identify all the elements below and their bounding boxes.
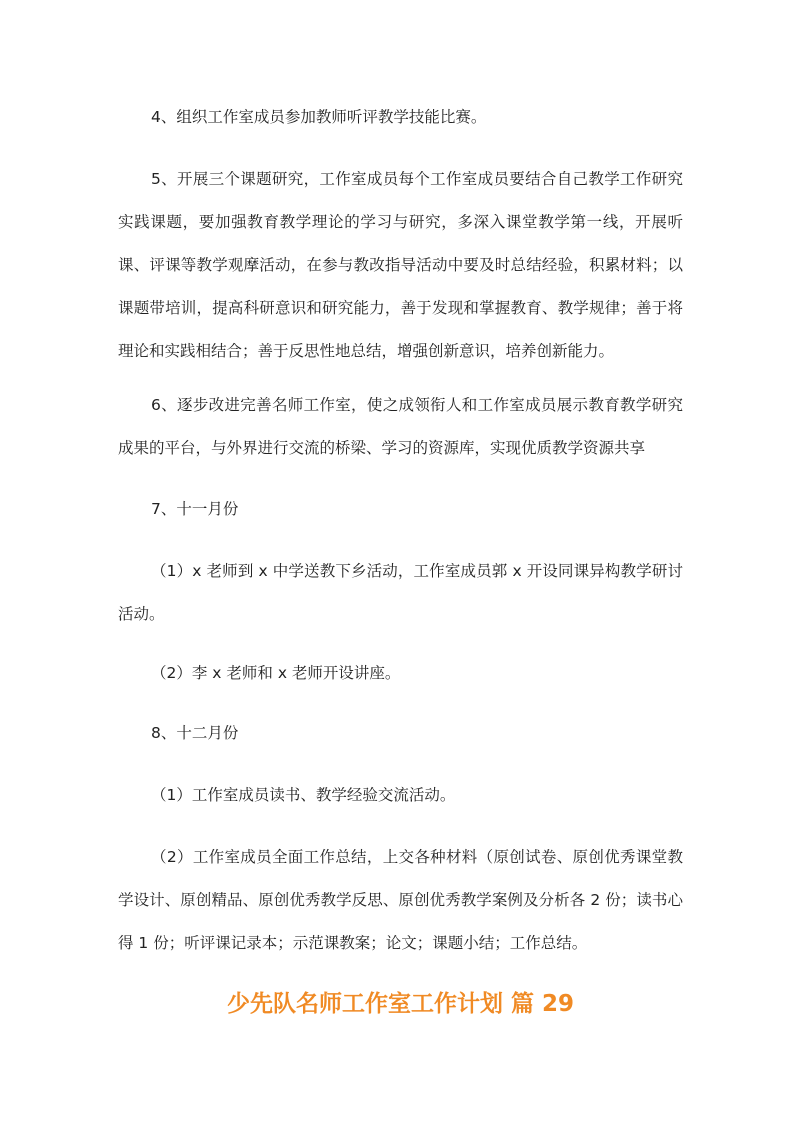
section-title: 少先队名师工作室工作计划 篇 29	[226, 991, 575, 1017]
paragraph-november-1: （1）x 老师到 x 中学送教下乡活动，工作室成员郭 x 开设同课异构教学研讨活动。	[118, 562, 683, 623]
paragraph-item-6: 6、逐步改进完善名师工作室，使之成领衔人和工作室成员展示教育教学研究成果的平台，与外界进行交流的桥梁、学习的资源库，实现优质教学资源共享	[118, 396, 683, 457]
paragraph-december-heading: 8、十二月份	[151, 724, 239, 742]
paragraph-november-2: （2）李 x 老师和 x 老师开设讲座。	[151, 664, 401, 682]
paragraph-item-5: 5、开展三个课题研究，工作室成员每个工作室成员要结合自己教学工作研究实践课题，要加强教育教学理论的学习与研究，多深入课堂教学第一线，开展听课、评课等教学观摩活动，在参与教改指导活动中要及时总结经验，积累材料；以课题带培训，提高科研意识和研究能力，善于发现和掌握教育、教学规律；善于将理论和实践相结合；善于反思性地总结，增强创新意识，培养创新能力。	[118, 170, 683, 360]
paragraph-item-4: 4、组织工作室成员参加教师听评教学技能比赛。	[151, 108, 487, 126]
paragraph-december-1: （1）工作室成员读书、教学经验交流活动。	[151, 786, 456, 804]
paragraph-november-heading: 7、十一月份	[151, 500, 239, 518]
paragraph-december-2: （2）工作室成员全面工作总结，上交各种材料（原创试卷、原创优秀课堂教学设计、原创精品、原创优秀教学反思、原创优秀教学案例及分析各 2 份；读书心得 1 份；听评课记录本；示范课教案；论文；课题小结；工作总结。	[118, 848, 683, 952]
